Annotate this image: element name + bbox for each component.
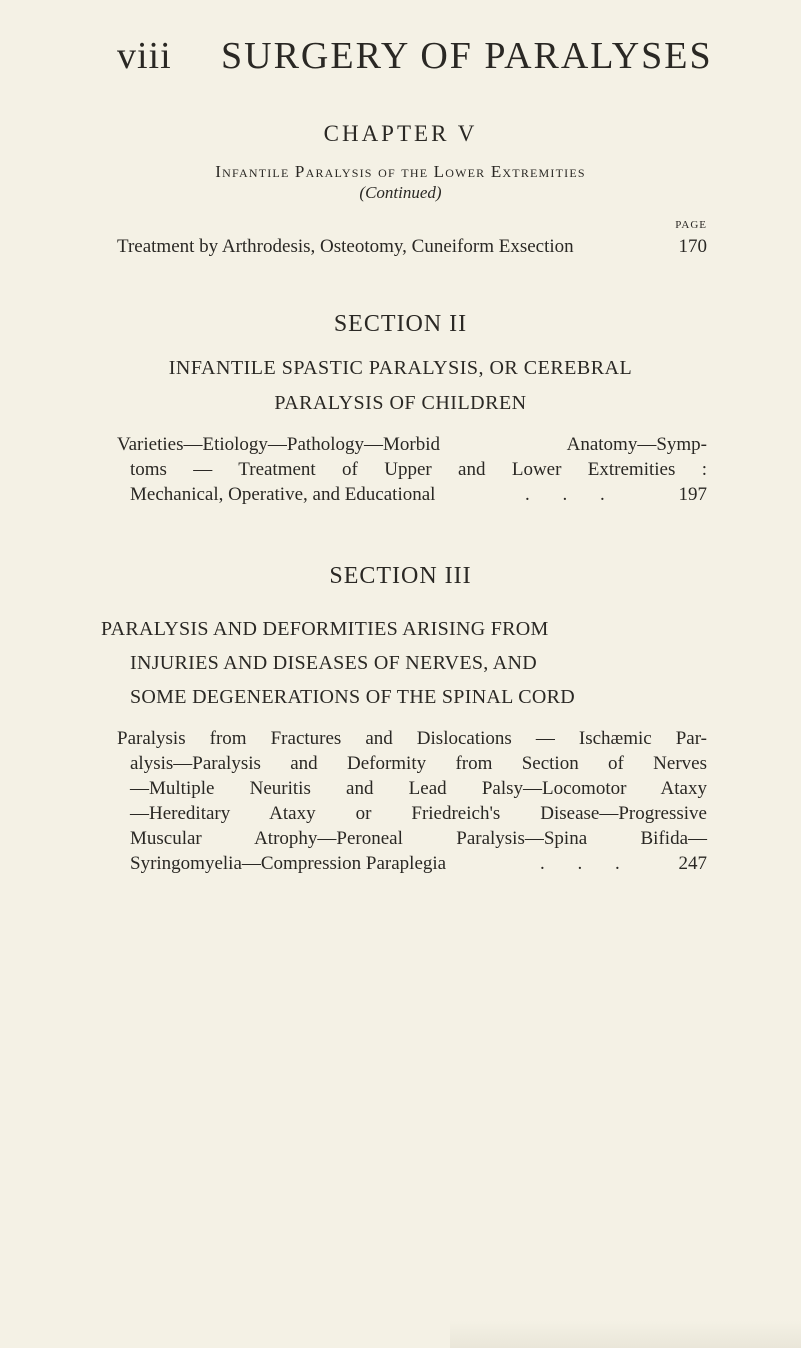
continued-note: (Continued): [359, 183, 442, 202]
section-2-leader-dots: . . .: [525, 484, 619, 505]
chapter-entry: [117, 236, 707, 258]
section-2-contents-line-3: [130, 484, 707, 506]
section-3-contents-line-5: Muscular Atrophy—Peroneal Paralysis—Spina Bifida—: [130, 828, 707, 849]
page-edge-shadow: [450, 1320, 801, 1348]
folio-number: viii: [117, 35, 172, 77]
section-3-contents-line-2: alysis—Paralysis and Deformity from Section of Nerves: [130, 753, 707, 774]
section-3-contents-line-6: [130, 853, 707, 875]
running-title: SURGERY OF PARALYSES: [221, 35, 713, 77]
section-2-contents-line-3-text: Mechanical, Operative, and Educational: [130, 484, 436, 505]
section-3-contents-line-4: —Hereditary Ataxy or Friedreich's Disease—Progressive: [130, 803, 707, 824]
section-3-heading: SECTION III: [329, 563, 472, 589]
section-3-leader-dots: . . .: [540, 853, 634, 874]
chapter-heading: CHAPTER V: [323, 121, 478, 146]
section-3-title-line-3: SOME DEGENERATIONS OF THE SPINAL CORD: [130, 686, 576, 708]
section-3-page: 247: [678, 853, 707, 874]
section-2-heading: SECTION II: [333, 311, 468, 337]
section-3-title-line-2: INJURIES AND DISEASES OF NERVES, AND: [130, 652, 538, 674]
chapter-entry-page: 170: [678, 236, 707, 257]
chapter-entry-text: Treatment by Arthrodesis, Osteotomy, Cuneiform Exsection: [117, 236, 574, 257]
section-3-title-line-1: PARALYSIS AND DEFORMITIES ARISING FROM: [101, 618, 549, 640]
section-2-page: 197: [678, 484, 707, 505]
section-2-title-line-1: INFANTILE SPASTIC PARALYSIS, OR CEREBRAL: [168, 357, 633, 379]
chapter-subtitle: Infantile Paralysis of the Lower Extremities: [215, 162, 586, 181]
running-head: [117, 34, 713, 78]
section-2-contents-line-2: toms — Treatment of Upper and Lower Extremities :: [130, 459, 707, 480]
section-3-contents-line-3: —Multiple Neuritis and Lead Palsy—Locomotor Ataxy: [130, 778, 707, 799]
page-column-label: PAGE: [675, 219, 707, 231]
section-3-contents-line-1: Paralysis from Fractures and Dislocations — Ischæmic Par-: [117, 728, 707, 749]
section-2-title-line-2: PARALYSIS OF CHILDREN: [274, 392, 527, 414]
section-3-contents-line-6-text: Syringomyelia—Compression Paraplegia: [130, 853, 447, 874]
section-2-contents-line-1: Varieties—Etiology—Pathology—Morbid Anatomy—Symp-: [117, 434, 707, 455]
